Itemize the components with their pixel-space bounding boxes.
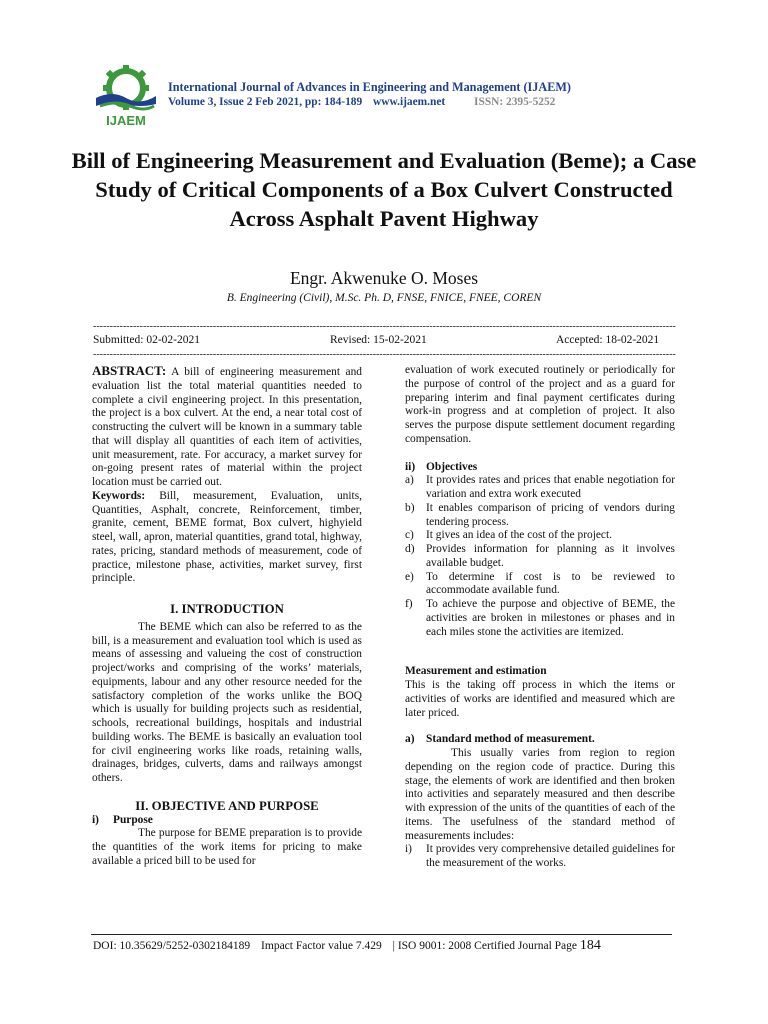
logo-text: IJAEM — [106, 113, 146, 128]
abstract-text: A bill of engineering measurement and evaluation list the total material quantities needed to complete a civil engineering project. In this presentation, the project is a box culvert. At the end, a near total cost of constructing the culvert will be known in a summary table that will display all quantities of each item of activities, unit measurement, rate. For accuracy, a market survey for on-going present rates of material within the project location must be carried out. — [92, 366, 363, 488]
footer-impact: Impact Factor value 7.429 — [261, 940, 382, 952]
purpose-label: Purpose — [113, 813, 153, 826]
journal-website[interactable]: www.ijaem.net — [373, 96, 446, 108]
abstract — [92, 364, 362, 490]
introduction-heading: I. INTRODUCTION — [170, 602, 284, 616]
abstract-label: ABSTRACT: — [92, 363, 167, 378]
keywords — [92, 490, 362, 586]
right-column — [405, 364, 675, 871]
measurement-heading: Measurement and estimation — [405, 665, 547, 678]
volume-info: Volume 3, Issue 2 Feb 2021, pp: 184-189 — [168, 96, 363, 108]
keywords-label: Keywords: — [92, 489, 146, 502]
author-affiliation: B. Engineering (Civil), M.Sc. Ph. D, FNSE, FNICE, FNEE, COREN — [226, 292, 542, 304]
footer-rule — [91, 934, 672, 935]
dashed-divider: ------------------------------------------------------------------------------------------------------------------------------------------------------------------------------- — [93, 321, 676, 332]
revised-date: Revised: 15-02-2021 — [330, 334, 427, 346]
journal-name: International Journal of Advances in Engineering and Management (IJAEM) — [168, 80, 571, 94]
dashed-divider: ------------------------------------------------------------------------------------------------------------------------------------------------------------------------------- — [93, 349, 676, 360]
footer-page-label: Page — [554, 940, 578, 952]
footer-iso: | ISO 9001: 2008 Certified Journal — [392, 940, 552, 952]
issn: ISSN: 2395-5252 — [474, 96, 556, 108]
objectives-label: Objectives — [426, 460, 478, 473]
list-item: d) Provides information for planning as it involves available budget. — [405, 543, 675, 569]
list-item: a) It provides rates and prices that enable negotiation for variation and extra work executed — [405, 474, 675, 500]
standard-method-text: This usually varies from region to region depending on the region code of practice. During this stage, the elements of work are identified and then broken into activities and separately measured and then describe with expression of the units of the quantities of each of the items. The usefulness of the standard method of measurements includes: — [405, 747, 675, 842]
list-item: i) It provides very comprehensive detailed guidelines for the measurement of the works. — [405, 843, 675, 869]
submitted-date: Submitted: 02-02-2021 — [93, 334, 201, 346]
standard-method-list — [405, 843, 675, 871]
purpose-heading — [92, 814, 362, 828]
keywords-text: Bill, measurement, Evaluation, units, Quantities, Asphalt, concrete, Reinforcement, timber, granite, cement, BEME format, Box culvert, highyield steel, wall, apron, material quantities, grand total, highway, rates, pricing, standard methods of measurement, code of practice, milestone phase, activities, market survey, first principle. — [92, 489, 362, 585]
list-item: c) It gives an idea of the cost of the project. — [405, 529, 612, 542]
standard-method-heading: a) Standard method of measurement. — [405, 733, 595, 746]
left-column — [92, 364, 362, 869]
paper-title: Bill of Engineering Measurement and Evaluation (Beme); a Case Study of Critical Components of a Box Culvert Constructed Across Asphalt Pavent Highway — [71, 148, 697, 231]
page-number: 184 — [579, 938, 601, 953]
list-item: b) It enables comparison of pricing of vendors during tendering process. — [405, 501, 675, 528]
list-item: f) To achieve the purpose and objective of BEME, the activities are broken in milestones or phases and in each miles stone the activities are itemized. — [405, 598, 675, 638]
accepted-date: Accepted: 18-02-2021 — [556, 334, 660, 346]
purpose-continued: evaluation of work executed routinely or periodically for the purpose of control of the project and as a guard for preparing interim and final payment certificates during work-in progress and at completion of project. It also serves the purpose dispute settlement document regarding compensation. — [405, 364, 675, 445]
journal-header — [168, 80, 668, 110]
list-item: e) To determine if cost is to be reviewed to accommodate available fund. — [405, 570, 675, 597]
footer-doi[interactable]: DOI: 10.35629/5252-0302184189 — [93, 940, 251, 952]
author-name: Engr. Akwenuke O. Moses — [289, 268, 479, 288]
journal-logo — [90, 64, 162, 128]
page-footer — [93, 938, 673, 954]
objectives-marker: ii) — [405, 460, 416, 473]
purpose-marker: i) — [92, 813, 99, 826]
introduction-text: The BEME which can also be referred to as the bill, is a measurement and evaluation tool which is used as means of assessing and valueing the cost of construction project/works and comprising of the works’ materials, equipments, labour and any other resource needed for the satisfactory completion of the works unlike the BOQ which is usually for building projects such as residential, schools, recreational buildings, hospitals and industrial building works. The BEME is basically an evaluation tool for civil engineering works like roads, retaining walls, drainages, bridges, culverts, dams and railways amongst others. — [92, 620, 362, 784]
measurement-text: This is the taking off process in which the items or activities of works are identified and measured which are later priced. — [405, 679, 675, 719]
objectives-list — [405, 474, 675, 639]
journal-meta — [168, 95, 668, 110]
objective-heading: II. OBJECTIVE AND PURPOSE — [135, 798, 319, 813]
purpose-text: The purpose for BEME preparation is to provide the quantities of the work items for pricing to make available a priced bill to be used for — [92, 827, 362, 867]
objectives-heading — [405, 461, 675, 475]
